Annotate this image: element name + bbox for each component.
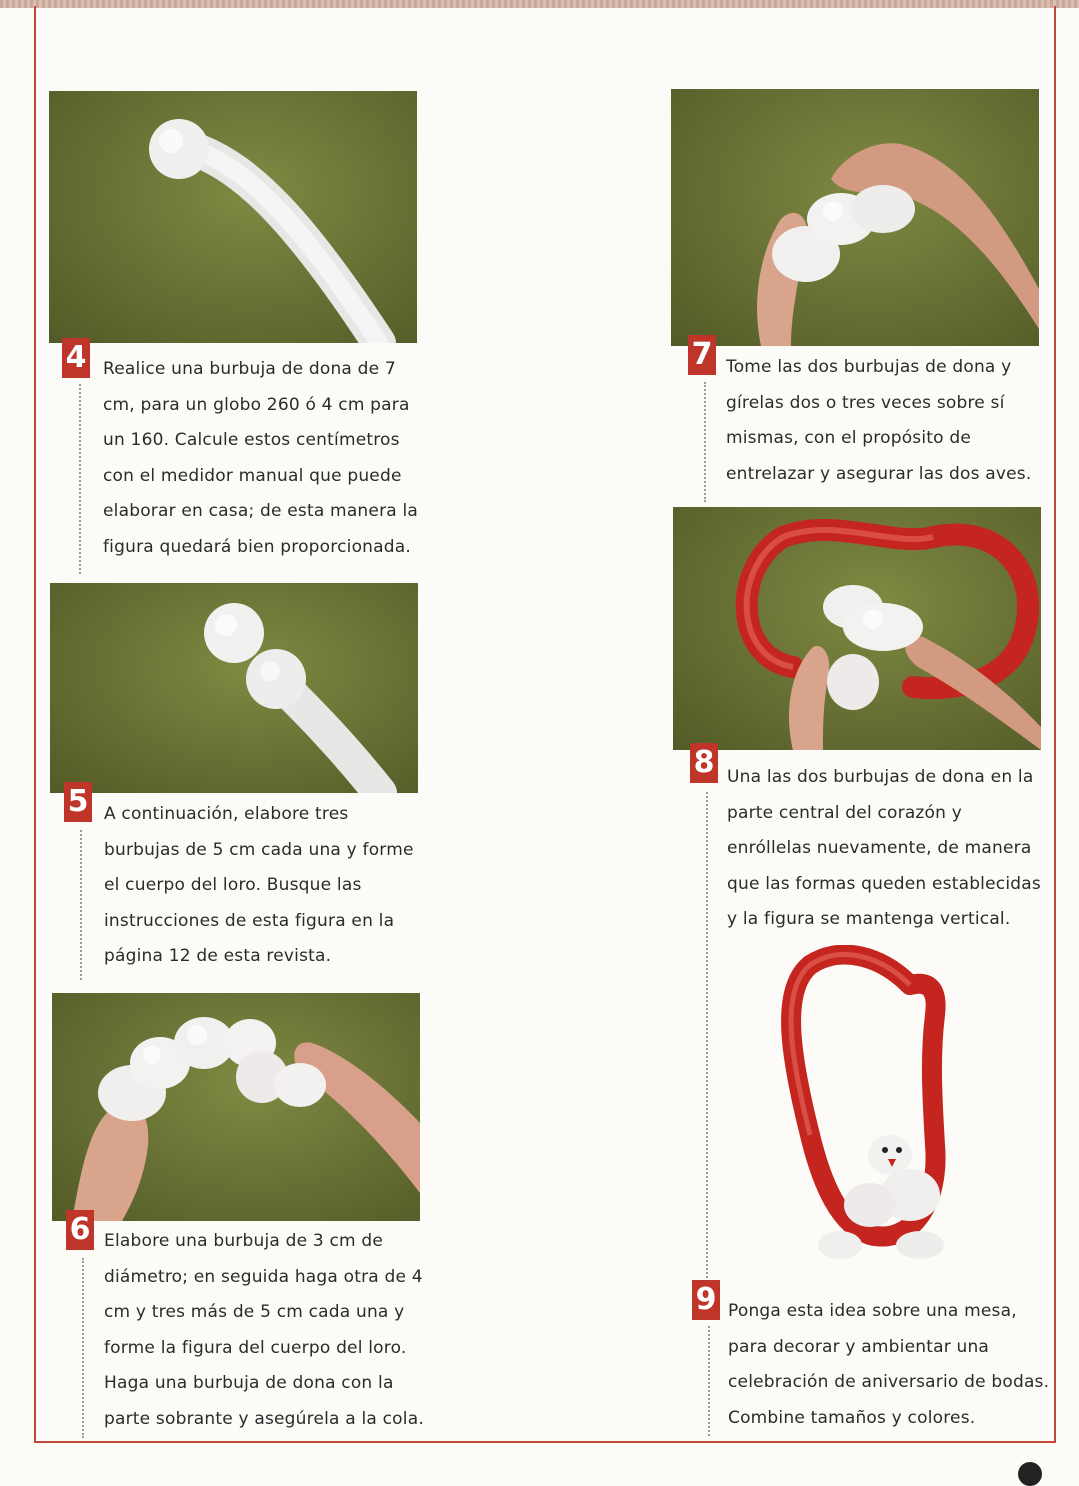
step-5-dotted-rule <box>80 830 82 980</box>
step-4-dotted-rule <box>79 384 81 574</box>
text-line: diámetro; en seguida haga otra de 4 <box>104 1266 423 1287</box>
text-line: Ponga esta idea sobre una mesa, <box>728 1301 1017 1321</box>
text-line: figura quedará bien proporcionada. <box>103 536 411 557</box>
text-line: y la figura se mantenga vertical. <box>727 909 1011 930</box>
step-5-number: 5 <box>64 782 92 822</box>
step-7-text <box>726 350 1031 492</box>
text-line: forme la figura del cuerpo del loro. <box>104 1337 407 1358</box>
text-line: enróllelas nuevamente, de manera <box>727 838 1032 859</box>
step-8-text <box>727 760 1041 938</box>
step-6-dotted-rule <box>82 1258 84 1438</box>
balloon-illustration <box>50 583 418 793</box>
text-line: un 160. Calcule estos centímetros <box>103 430 400 451</box>
text-line: que las formas queden establecidas <box>727 873 1041 894</box>
text-line: Realice una burbuja de dona de 7 <box>103 359 396 379</box>
text-line: A continuación, elabore tres <box>104 804 349 824</box>
step-7-number: 7 <box>688 335 716 375</box>
step-8-dotted-rule <box>706 792 708 1282</box>
text-line: página 12 de esta revista. <box>104 946 332 967</box>
text-line: Una las dos burbujas de dona en la <box>727 767 1034 787</box>
text-line: Tome las dos burbujas de dona y <box>726 357 1012 377</box>
text-line: entrelazar y asegurar las dos aves. <box>726 463 1032 484</box>
text-line: el cuerpo del loro. Busque las <box>104 875 362 896</box>
text-line: Haga una burbuja de dona con la <box>104 1373 394 1394</box>
step-9-text <box>728 1294 1049 1436</box>
balloon-illustration <box>673 507 1041 750</box>
text-line: parte central del corazón y <box>727 802 962 823</box>
text-line: elaborar en casa; de esta manera la <box>103 501 419 522</box>
step-6-photo <box>52 993 420 1221</box>
balloon-illustration <box>671 89 1039 346</box>
text-line: Elabore una burbuja de 3 cm de <box>104 1231 384 1251</box>
text-line: con el medidor manual que puede <box>103 465 402 486</box>
text-line: celebración de aniversario de bodas. <box>728 1372 1050 1393</box>
text-line: cm, para un globo 260 ó 4 cm para <box>103 394 410 415</box>
page-corner-mark <box>1018 1462 1042 1486</box>
step-5-text <box>104 797 414 975</box>
text-line: parte sobrante y asegúrela a la cola. <box>104 1408 424 1429</box>
step-7-dotted-rule <box>704 382 706 502</box>
step-6-number: 6 <box>66 1210 94 1250</box>
step-9-photo <box>760 945 1000 1285</box>
step-5-photo <box>50 583 418 793</box>
text-line: burbujas de 5 cm cada una y forme <box>104 839 414 860</box>
step-9-dotted-rule <box>708 1326 710 1436</box>
text-line: para decorar y ambientar una <box>728 1336 990 1357</box>
text-line: Combine tamaños y colores. <box>728 1407 976 1428</box>
step-4-number: 4 <box>62 338 90 378</box>
step-9-number: 9 <box>692 1280 720 1320</box>
text-line: instrucciones de esta figura en la <box>104 910 395 931</box>
balloon-illustration <box>52 993 420 1221</box>
balloon-heart-figure <box>760 945 1000 1285</box>
balloon-illustration <box>49 91 417 343</box>
text-line: cm y tres más de 5 cm cada una y <box>104 1302 405 1323</box>
step-8-photo <box>673 507 1041 750</box>
step-6-text <box>104 1224 424 1438</box>
step-4-text <box>103 352 418 566</box>
step-7-photo <box>671 89 1039 346</box>
step-8-number: 8 <box>690 743 718 783</box>
text-line: gírelas dos o tres veces sobre sí <box>726 392 1005 413</box>
text-line: mismas, con el propósito de <box>726 428 971 449</box>
step-4-photo <box>49 91 417 343</box>
